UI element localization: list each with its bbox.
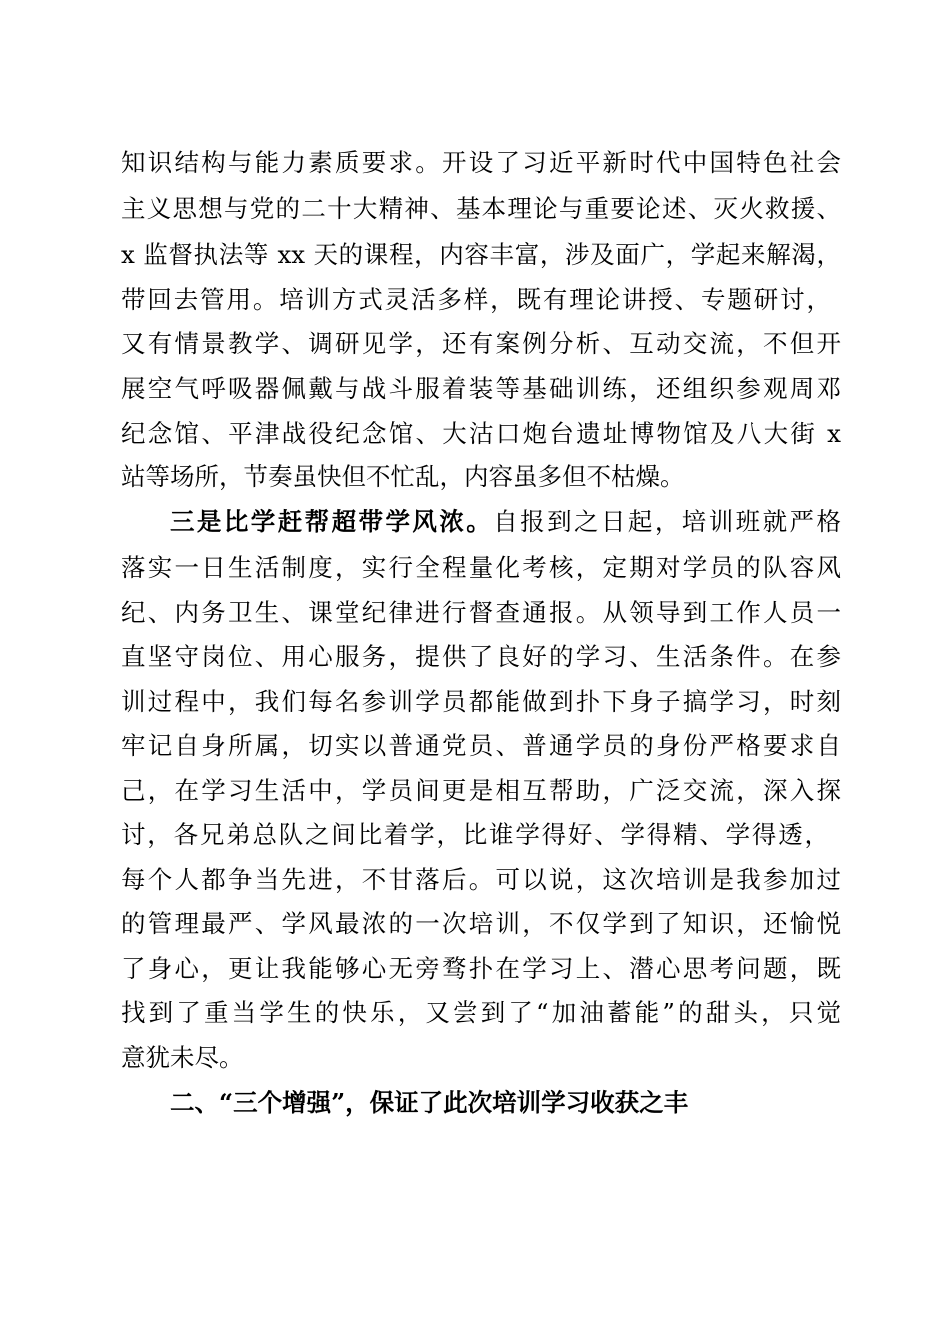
paragraph-2-line-5: 训过程中，我们每名参训学员都能做到扑下身子搞学习，时刻 — [121, 687, 841, 716]
paragraph-2-line-3: 纪、内务卫生、课堂纪律进行督查通报。从领导到工作人员一 — [121, 598, 841, 627]
paragraph-2-first-line-rest: 自报到之日起，培训班就严格 — [493, 507, 841, 536]
paragraph-2-line-2: 落实一日生活制度，实行全程量化考核，定期对学员的队容风 — [121, 553, 841, 582]
paragraph-2-line-1 — [170, 507, 841, 537]
paragraph-2-line-8: 讨，各兄弟总队之间比着学，比谁学得好、学得精、学得透， — [121, 820, 829, 849]
section-heading: 二、“三个增强”，保证了此次培训学习收获之丰 — [170, 1088, 689, 1117]
paragraph-1-line-7: 纪念馆、平津战役纪念馆、大沽口炮台遗址博物馆及八大街 x — [121, 419, 841, 448]
paragraph-2-line-10: 的管理最严、学风最浓的一次培训，不仅学到了知识，还愉悦 — [121, 909, 841, 938]
paragraph-2-line-6: 牢记自身所属，切实以普通党员、普通学员的身份严格要求自 — [121, 731, 841, 760]
paragraph-2-line-11: 了身心，更让我能够心无旁骛扑在学习上、潜心思考问题，既 — [121, 954, 841, 983]
paragraph-1-line-3: x 监督执法等 xx 天的课程，内容丰富，涉及面广，学起来解渴， — [121, 240, 841, 269]
paragraph-1-line-2: 主义思想与党的二十大精神、基本理论与重要论述、灭火救援、 — [121, 194, 841, 223]
paragraph-2-lead: 三是比学赶帮超带学风浓。 — [170, 507, 494, 536]
paragraph-2-line-7: 己，在学习生活中，学员间更是相互帮助，广泛交流，深入探 — [121, 776, 841, 805]
paragraph-2-line-4: 直坚守岗位、用心服务，提供了良好的学习、生活条件。在参 — [121, 642, 841, 671]
paragraph-1-line-6: 展空气呼吸器佩戴与战斗服着装等基础训练，还组织参观周邓 — [121, 374, 841, 403]
paragraph-1-line-4: 带回去管用。培训方式灵活多样，既有理论讲授、专题研讨， — [121, 285, 831, 314]
paragraph-2-line-9: 每个人都争当先进，不甘落后。可以说，这次培训是我参加过 — [121, 865, 841, 894]
paragraph-1-line-1: 知识结构与能力素质要求。开设了习近平新时代中国特色社会 — [121, 148, 841, 177]
paragraph-1-line-5: 又有情景教学、调研见学，还有案例分析、互动交流，不但开 — [121, 329, 841, 358]
paragraph-2-line-13: 意犹未尽。 — [121, 1043, 244, 1072]
paragraph-1-line-8: 站等场所，节奏虽快但不忙乱，内容虽多但不枯燥。 — [121, 462, 685, 491]
paragraph-2-line-12: 找到了重当学生的快乐，又尝到了“加油蓄能”的甜头，只觉 — [121, 998, 841, 1027]
